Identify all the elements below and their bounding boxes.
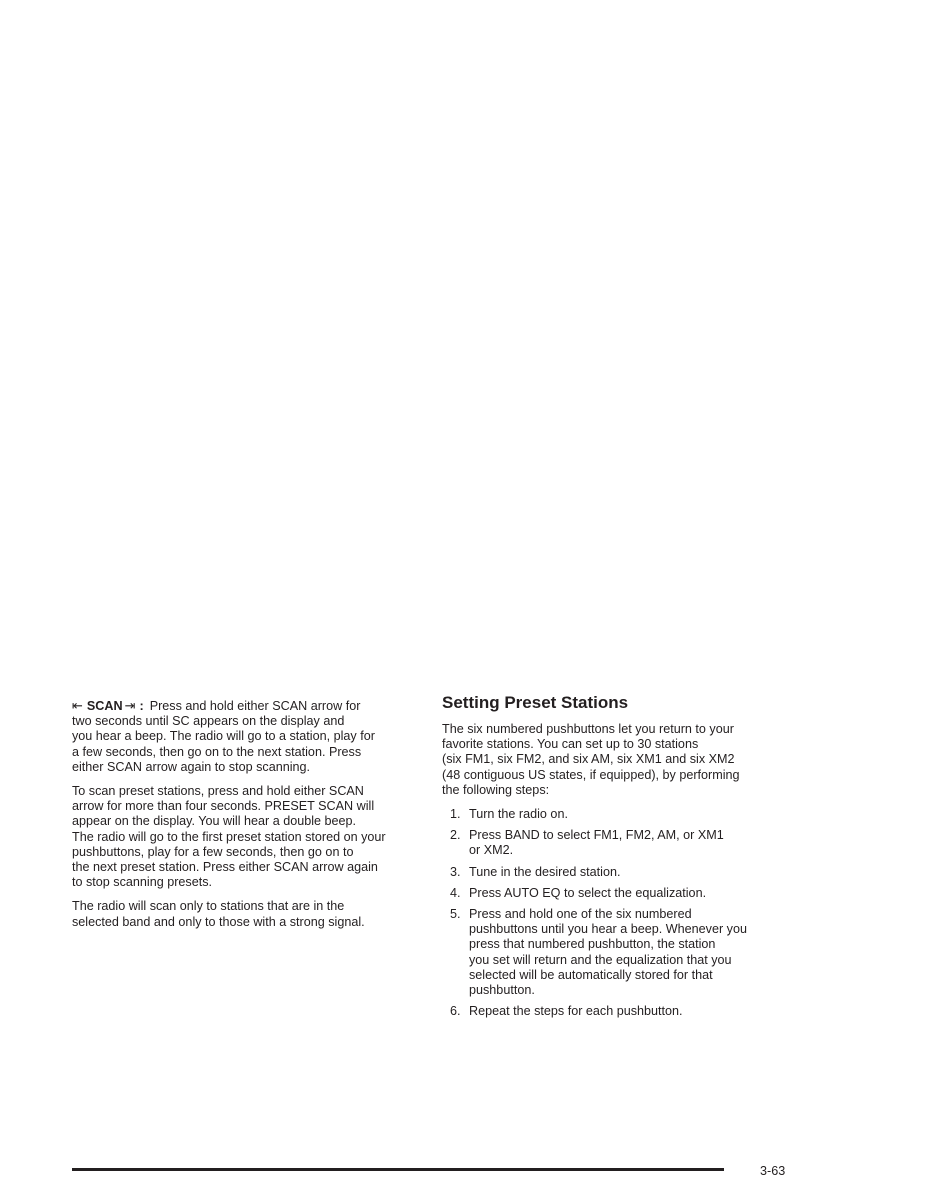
step-text: Turn the radio on.: [469, 807, 568, 822]
right-column: [442, 692, 787, 1025]
step-text: press that numbered pushbutton, the station: [469, 937, 716, 952]
section-heading: Setting Preset Stations: [442, 693, 629, 712]
scan-text-line: you hear a beep. The radio will go to a station, play for: [72, 729, 375, 744]
scan-forward-arrow-icon: ⇥: [124, 698, 136, 713]
scan-band-line: The radio will scan only to stations that are in the: [72, 899, 345, 914]
step-number: 5.: [450, 907, 461, 922]
step-number: 4.: [450, 885, 461, 900]
scan-label: SCAN: [86, 699, 123, 713]
step-text: selected will be automatically stored for that: [469, 967, 713, 982]
step-item: [442, 907, 787, 998]
step-item: [442, 807, 787, 822]
preset-scan-line: arrow for more than four seconds. PRESET SCAN will: [72, 799, 375, 814]
step-item: [442, 886, 787, 901]
intro-line: The six numbered pushbuttons let you return to your: [442, 722, 734, 736]
step-number: 3.: [450, 864, 461, 879]
scan-text-line: a few seconds, then go on to the next station. Press: [72, 744, 362, 759]
scan-text-line: Press and hold either SCAN arrow for: [149, 699, 361, 713]
step-text: Press BAND to select FM1, FM2, AM, or XM1: [469, 828, 724, 843]
preset-scan-line: pushbuttons, play for a few seconds, then go on to: [72, 844, 354, 859]
scan-back-arrow-icon: ⇤: [72, 698, 83, 713]
step-number: 6.: [450, 1004, 461, 1019]
scan-band-line: selected band and only to those with a strong signal.: [72, 914, 365, 929]
step-text: Repeat the steps for each pushbutton.: [469, 1004, 683, 1019]
scan-text-line: two seconds until SC appears on the display and: [72, 714, 345, 729]
step-item: [442, 828, 787, 858]
scan-paragraph: [72, 698, 422, 775]
intro-line: the following steps:: [442, 782, 550, 797]
scan-text-line: either SCAN arrow again to stop scanning.: [72, 759, 311, 774]
preset-scan-line: The radio will go to the first preset station stored on your: [72, 829, 386, 844]
step-number: 2.: [450, 828, 461, 843]
scan-band-paragraph: [72, 899, 422, 929]
intro-line: favorite stations. You can set up to 30 stations: [442, 737, 699, 752]
preset-scan-line: appear on the display. You will hear a double beep.: [72, 814, 357, 829]
step-item: [442, 1004, 787, 1019]
footer-rule: [72, 1168, 724, 1171]
intro-line: (six FM1, six FM2, and six AM, six XM1 and six XM2: [442, 752, 735, 767]
step-item: [442, 865, 787, 880]
page-number: 3-63: [760, 1164, 786, 1178]
step-text: Tune in the desired station.: [469, 864, 621, 879]
step-text: Press and hold one of the six numbered: [469, 907, 692, 922]
intro-line: (48 contiguous US states, if equipped), by performing: [442, 767, 740, 782]
left-column: [72, 698, 422, 939]
step-number: 1.: [450, 807, 461, 822]
preset-scan-line: to stop scanning presets.: [72, 875, 213, 890]
scan-colon: :: [139, 699, 144, 713]
preset-scan-paragraph: [72, 784, 422, 890]
preset-scan-line: To scan preset stations, press and hold either SCAN: [72, 784, 364, 799]
step-text: Press AUTO EQ to select the equalization.: [469, 885, 707, 900]
steps-list: [442, 807, 787, 1019]
step-text: pushbutton.: [469, 983, 535, 998]
step-text: pushbuttons until you hear a beep. Whenever you: [469, 922, 747, 937]
step-text: or XM2.: [469, 843, 514, 858]
preset-scan-line: the next preset station. Press either SCAN arrow again: [72, 860, 378, 875]
step-text: you set will return and the equalization that you: [469, 952, 732, 967]
intro-paragraph: [442, 722, 787, 798]
